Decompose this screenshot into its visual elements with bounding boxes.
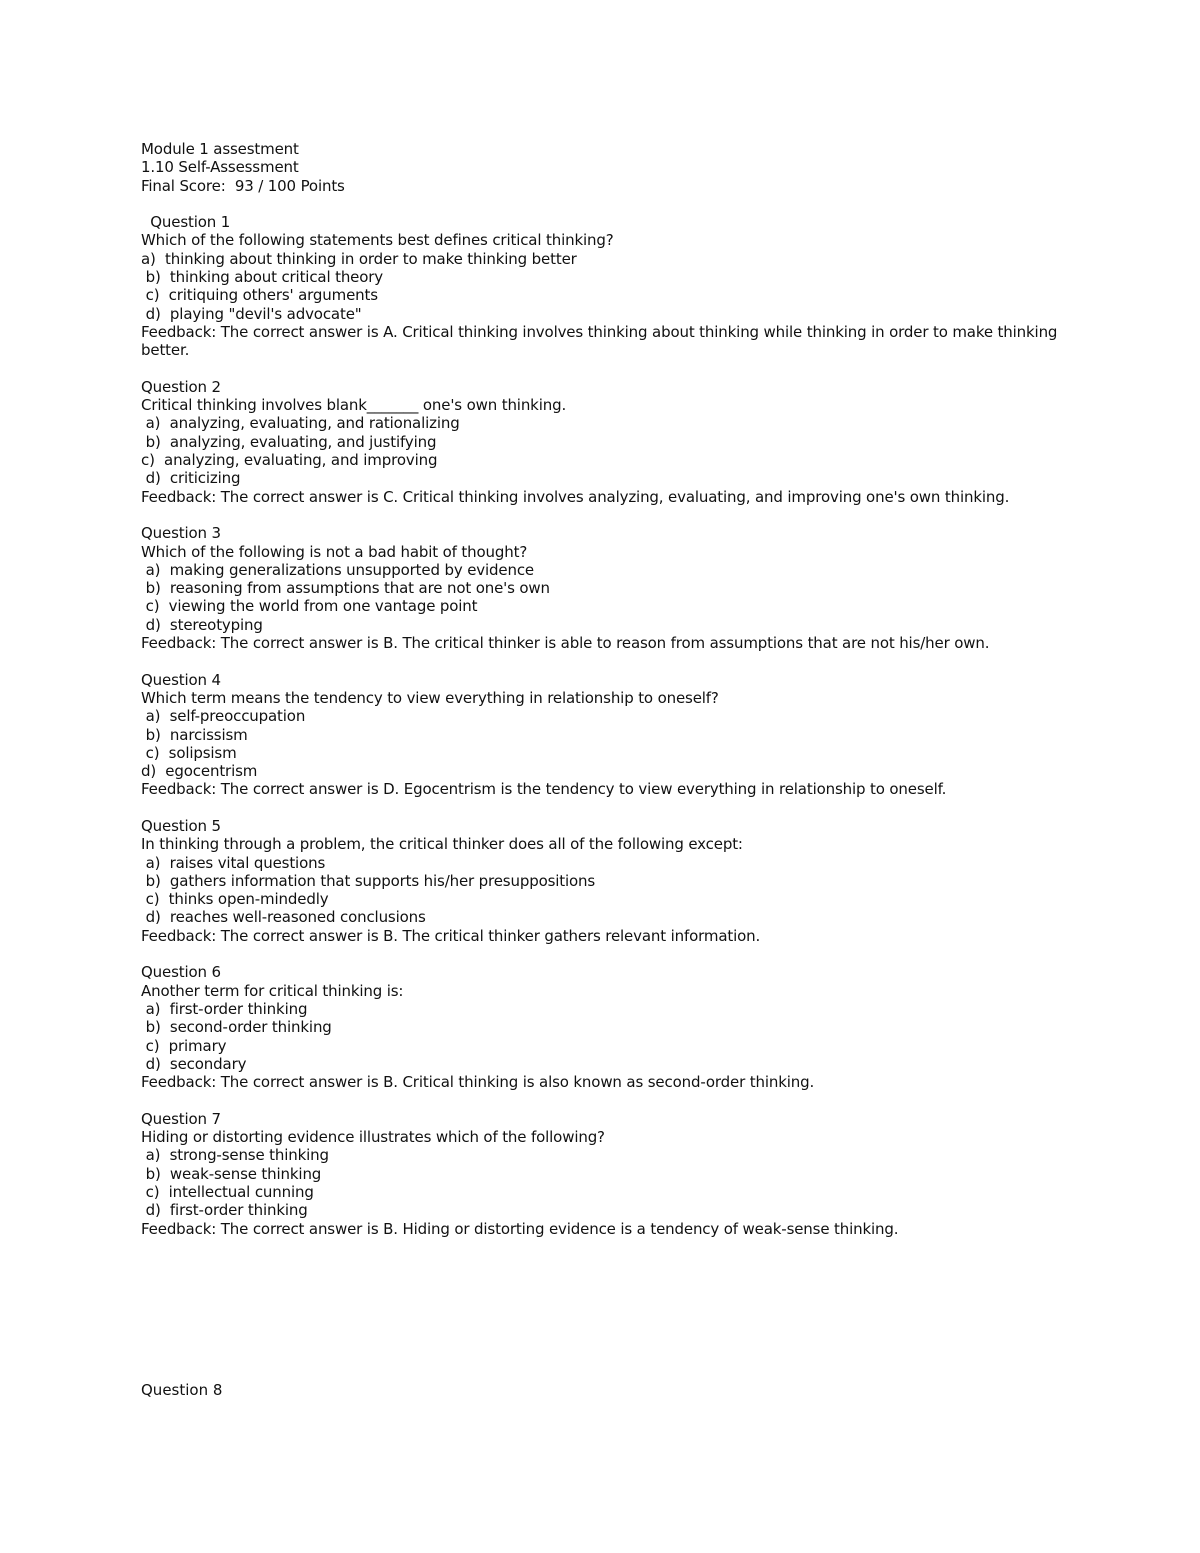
spacer [141, 652, 1071, 670]
document-body [141, 140, 1071, 1238]
answer-option: b) narcissism [141, 725, 248, 744]
answer-option: c) primary [141, 1036, 227, 1055]
answer-option: c) viewing the world from one vantage point [141, 597, 478, 616]
question-feedback: Feedback: The correct answer is B. Hiding or distorting evidence is a tendency of weak-sense thinking. [141, 1219, 899, 1238]
answer-option: c) thinks open-mindedly [141, 890, 329, 909]
question-prompt: Which of the following statements best defines critical thinking? [141, 231, 614, 250]
answer-option: a) thinking about thinking in order to make thinking better [141, 249, 577, 268]
question-feedback: Feedback: The correct answer is A. Critical thinking involves thinking about thinking while thinking in order to make thinking better. [141, 322, 1058, 360]
answer-option: c) solipsism [141, 743, 237, 762]
answer-option: d) first-order thinking [141, 1201, 308, 1220]
spacer [141, 506, 1071, 524]
question-block [141, 378, 1071, 506]
answer-option: b) gathers information that supports his/her presuppositions [141, 871, 596, 890]
answer-option: a) making generalizations unsupported by evidence [141, 560, 535, 579]
answer-option: c) analyzing, evaluating, and improving [141, 451, 438, 470]
answer-option: c) critiquing others' arguments [141, 286, 378, 305]
question-heading: Question 1 [141, 213, 231, 232]
question-heading: Question 4 [141, 670, 221, 689]
answer-option: a) self-preoccupation [141, 707, 306, 726]
document-subtitle: 1.10 Self-Assessment [141, 158, 299, 177]
question-heading: Question 2 [141, 377, 221, 396]
final-score: Final Score: 93 / 100 Points [141, 176, 345, 195]
question-block [141, 671, 1071, 799]
answer-option: a) raises vital questions [141, 853, 326, 872]
document-title: Module 1 assestment [141, 140, 299, 158]
answer-option: d) criticizing [141, 469, 241, 488]
answer-option: d) playing "devil's advocate" [141, 304, 362, 323]
answer-option: d) reaches well-reasoned conclusions [141, 908, 426, 927]
spacer [141, 1091, 1071, 1109]
answer-option: a) strong-sense thinking [141, 1146, 329, 1165]
question-prompt: Another term for critical thinking is: [141, 981, 404, 1000]
question-heading: Question 5 [141, 816, 221, 835]
answer-option: d) secondary [141, 1054, 247, 1073]
question-block [141, 963, 1071, 1091]
answer-option: a) first-order thinking [141, 999, 308, 1018]
spacer [141, 360, 1071, 378]
spacer [141, 195, 1071, 213]
question-block [141, 213, 1071, 359]
answer-option: b) thinking about critical theory [141, 268, 384, 287]
question-feedback: Feedback: The correct answer is B. The critical thinker gathers relevant information. [141, 926, 761, 945]
spacer [141, 945, 1071, 963]
answer-option: d) stereotyping [141, 615, 263, 634]
question-prompt: Which of the following is not a bad habit of thought? [141, 542, 528, 561]
question-heading: Question 7 [141, 1109, 221, 1128]
answer-option: b) second-order thinking [141, 1018, 332, 1037]
question-prompt: Hiding or distorting evidence illustrates which of the following? [141, 1128, 605, 1147]
question-prompt: Critical thinking involves blank_______ one's own thinking. [141, 396, 567, 415]
question-feedback: Feedback: The correct answer is D. Egocentrism is the tendency to view everything in relationship to oneself. [141, 780, 947, 799]
question-feedback: Feedback: The correct answer is B. Critical thinking is also known as second-order thinking. [141, 1073, 815, 1092]
spacer [141, 799, 1071, 817]
answer-option: a) analyzing, evaluating, and rationalizing [141, 414, 460, 433]
answer-option: b) analyzing, evaluating, and justifying [141, 432, 437, 451]
question-prompt: In thinking through a problem, the critical thinker does all of the following except: [141, 835, 743, 854]
question-heading: Question 6 [141, 963, 221, 982]
question-feedback: Feedback: The correct answer is B. The critical thinker is able to reason from assumptions that are not his/her own. [141, 634, 990, 653]
answer-option: b) weak-sense thinking [141, 1164, 322, 1183]
question-block [141, 1110, 1071, 1238]
answer-option: d) egocentrism [141, 762, 258, 781]
question-prompt: Which term means the tendency to view everything in relationship to oneself? [141, 688, 719, 707]
answer-option: b) reasoning from assumptions that are not one's own [141, 579, 550, 598]
question-block [141, 817, 1071, 945]
answer-option: c) intellectual cunning [141, 1182, 314, 1201]
question-feedback: Feedback: The correct answer is C. Critical thinking involves analyzing, evaluating, and improving one's own thinking. [141, 487, 1010, 506]
question-heading-next: Question 8 [141, 1381, 223, 1399]
question-heading: Question 3 [141, 524, 221, 543]
question-block [141, 524, 1071, 652]
